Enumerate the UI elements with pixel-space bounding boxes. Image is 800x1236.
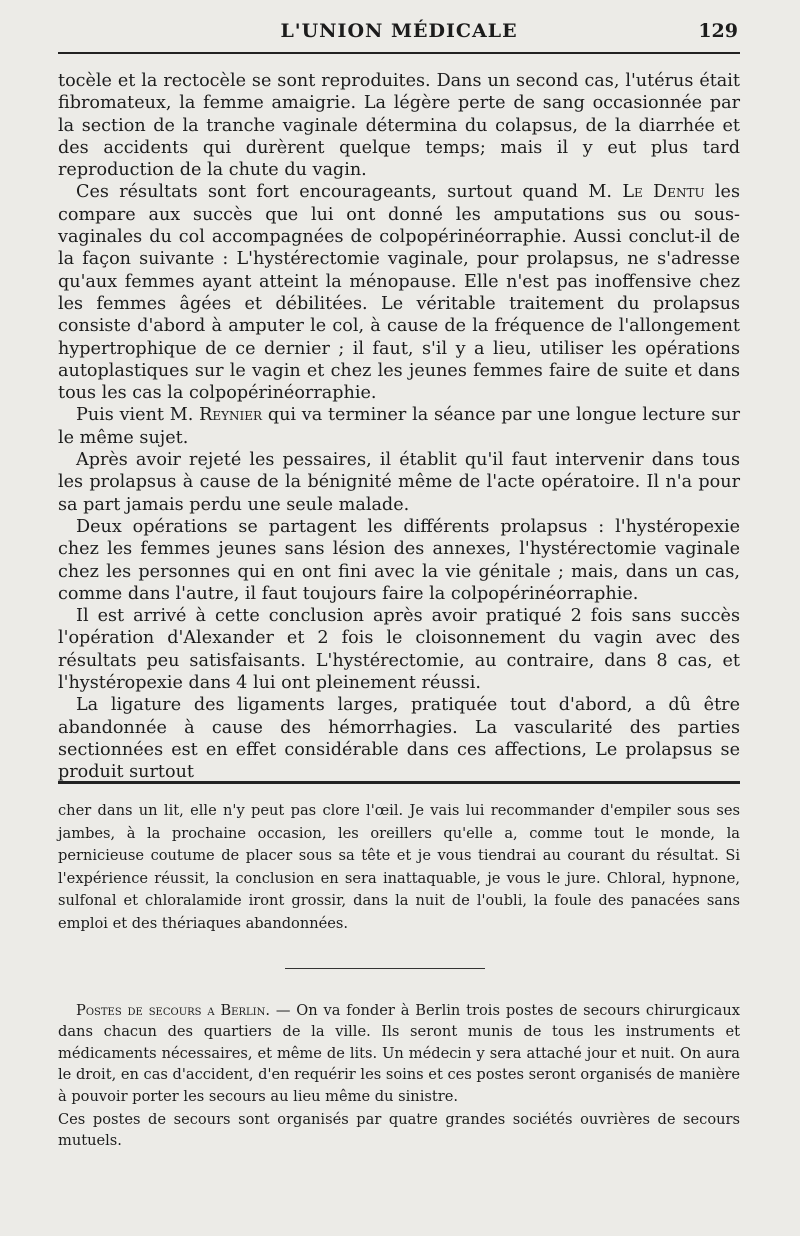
paragraph-2-end: les compare aux succès que lui ont donné les amputations sus ou sous-vaginales du col accompagnées de colpopérinéorraphie. Aussi conclut-il de la façon suivante : L'hystérectomie vaginale, pour prolapsus, ne s'adresse qu'aux femmes ayant atteint la ménopause. Elle n'est pas inoffensive chez les femmes âgées et débilitées. Le véritable traitement du prolapsus consiste d'abord à amputer le col, à cause de la fréquence de l'allongement hypertrophique de ce dernier ; il faut, s'il y a lieu, utiliser les opérations autoplastiques sur le vagin et chez les jeunes femmes faire de suite et dans tous les cas la colpopérinéorraphie. [58,182,740,404]
author-name-reynier: Reynier [199,405,263,426]
paragraph-3-start: Puis vient M. [76,405,200,426]
news-text: On va fonder à Berlin trois postes de secours chirurgicaux dans chacun des quartiers de la ville. Ils seront munis de tous les instruments et médicaments nécessaires, et même de lits. Un médecin y sera attaché jour et nuit. On aura le droit, en cas d'accident, d'en requérir les soins et ces postes seront organisés de manière à pouvoir porter les secours au lieu même du sinistre. [58,1002,741,1105]
paragraph-1: tocèle et la rectocèle se sont reproduites. Dans un second cas, l'utérus était fibromateux, la femme amaigrie. La légère perte de sang occasionnée par la section de la tranche vaginale détermina du colapsus, de la diarrhée et des accidents qui durèrent quelque temps; mais il y eut plus tard reproduction de la chute du vagin. [58,71,740,181]
author-name-le-dentu: Le Dentu [622,182,705,203]
paragraph-6: Il est arrivé à cette conclusion après avoir pratiqué 2 fois sans succès l'opération d'Alexander et 2 fois le cloisonnement du vagin avec des résultats peu satisfaisants. L'hystérectomie, au contraire, dans 8 cas, et l'hystéropexie dans 4 lui ont pleinement réussi. [58,606,740,694]
running-title: L'UNION MÉDICALE [280,20,518,42]
paragraph-2-start: Ces résultats sont fort encourageants, surtout quand M. [76,182,623,203]
page-number: 129 [698,20,738,42]
news-item [58,1000,740,1152]
header-rule [58,52,740,54]
paragraph-3 [58,404,740,449]
news-dash: — [269,1002,297,1019]
section-separator [285,968,485,969]
footnote [58,800,740,936]
footnote-rule [58,781,740,784]
page-header [58,14,740,50]
news-paragraph-1 [58,1000,740,1107]
paragraph-5: Deux opérations se partagent les différents prolapsus : l'hystéropexie chez les femmes jeunes sans lésion des annexes, l'hystérectomie vaginale chez les personnes qui en ont fini avec la vie génitale ; mais, dans un cas, comme dans l'autre, il faut toujours faire la colpopérinéorraphie. [58,516,740,604]
paragraph-2 [58,181,740,404]
paragraph-4: Après avoir rejeté les pessaires, il établit qu'il faut intervenir dans tous les prolapsus à cause de la bénignité même de l'acte opératoire. Il n'a pour sa part jamais perdu une seule malade. [58,450,740,515]
paragraph-3-end: qui va terminer la séance par une longue lecture sur le même sujet. [58,405,740,448]
paragraph-7: La ligature des ligaments larges, pratiquée tout d'abord, a dû être abandonnée à cause des hémorrhagies. La vascularité des parties sectionnées est en effet considérable dans ces affections, Le prolapsus se produit surtout [58,695,740,783]
footnote-text: cher dans un lit, elle n'y peut pas clore l'œil. Je vais lui recommander d'empiler sous ses jambes, à la prochaine occasion, les oreillers qu'elle a, comme tout le monde, la pernicieuse coutume de placer sous sa tête et je vous tiendrai au courant du résultat. Si l'expérience réussit, la conclusion en sera inattaquable, je vous le jure. Chloral, hypnone, sulfonal et chloralamide iront grossir, dans la nuit de l'oubli, la foule des panacées sans emploi et des thériaques abandonnées. [58,802,740,932]
news-paragraph-2: Ces postes de secours sont organisés par quatre grandes sociétés ouvrières de secours mutuels. [58,1111,740,1150]
news-title: Postes de secours a Berlin. [76,1002,270,1019]
main-text [58,70,740,784]
